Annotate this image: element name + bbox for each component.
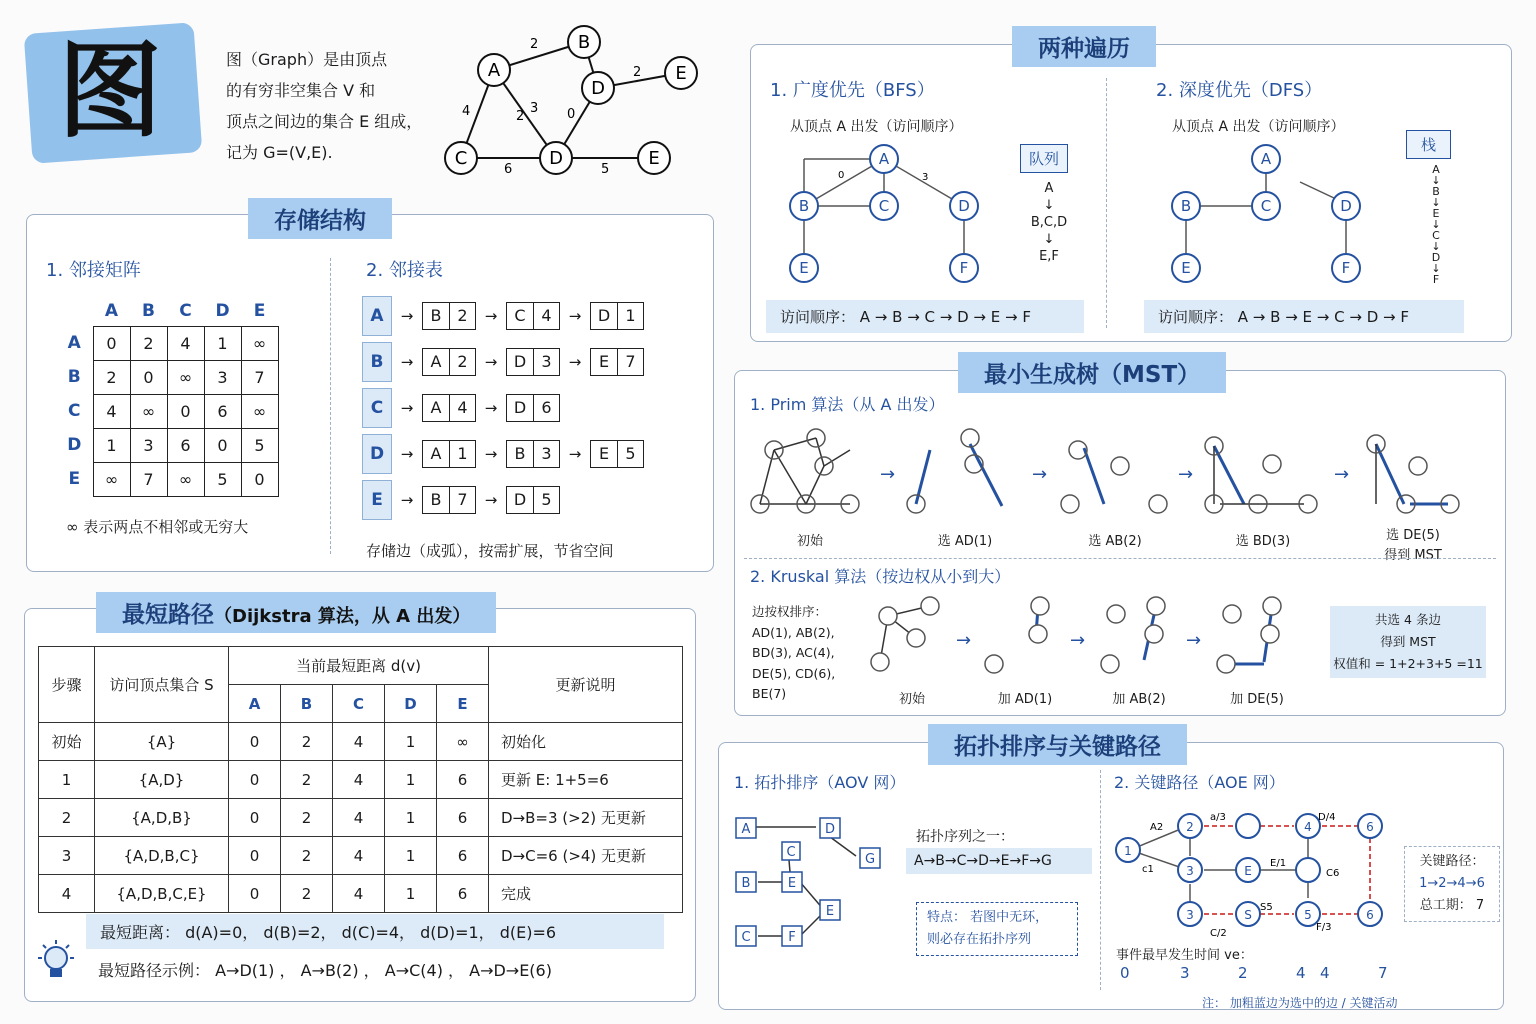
adjlist-vertex: D <box>362 434 392 474</box>
kruskal-caption: 加 AB(2) <box>1112 692 1166 707</box>
svg-text:B: B <box>741 876 751 891</box>
adjlist-row <box>362 480 560 520</box>
svg-text:B: B <box>577 32 591 53</box>
adjlist-node: D 1 <box>590 302 644 330</box>
svg-text:C: C <box>454 148 468 169</box>
mst-divider <box>744 558 1496 559</box>
svg-text:6: 6 <box>504 162 513 177</box>
adj-note: 存储边（成弧），按需扩展，节省空间 <box>366 542 614 560</box>
adjlist-node: A 1 <box>422 440 476 468</box>
prim-caption: 得到 MST <box>1384 548 1442 563</box>
matrix-title: 1. 邻接矩阵 <box>46 260 141 281</box>
adjlist-vertex: C <box>362 388 392 428</box>
def-line: 记为 G=(V,E). <box>226 143 333 162</box>
prim-caption: 初始 <box>796 534 823 549</box>
adjacency-matrix <box>56 296 279 497</box>
topo-seq: A→B→C→D→E→F→G <box>906 848 1092 874</box>
adjlist-row <box>362 342 644 382</box>
svg-text:2: 2 <box>516 109 525 124</box>
svg-text:3: 3 <box>922 172 929 183</box>
svg-text:4: 4 <box>462 104 471 119</box>
footnote: 注： 加粗蓝边为选中的边 / 关键活动 <box>1202 996 1398 1010</box>
svg-text:C: C <box>741 930 751 945</box>
arrow-icon: → <box>568 353 582 371</box>
svg-text:C: C <box>786 845 796 860</box>
shortest-result: 最短距离： d(A)=0， d(B)=2， d(C)=4， d(D)=1， d(E)=6 <box>86 914 664 949</box>
svg-text:E: E <box>648 148 660 169</box>
svg-text:F: F <box>1341 259 1351 277</box>
svg-text:S: S <box>1244 908 1252 922</box>
svg-text:→: → <box>956 630 972 651</box>
arrow-icon: → <box>400 445 414 463</box>
storage-title: 存储结构 <box>248 198 392 239</box>
critical-box: 关键路径： 1→2→4→6 总工期： 7 <box>1404 846 1500 922</box>
stack-contents: A ↓ B ↓ E ↓ C ↓ D ↓ F <box>1431 163 1441 286</box>
svg-text:E/1: E/1 <box>1270 858 1287 869</box>
matrix-row: E ∞ 7 ∞ 5 0 <box>56 462 278 496</box>
adjlist-node: C 4 <box>506 302 560 330</box>
adjlist-title: 2. 邻接表 <box>366 260 443 281</box>
svg-text:3: 3 <box>1186 908 1194 922</box>
svg-text:B: B <box>798 197 810 215</box>
adjlist-node: B 3 <box>506 440 560 468</box>
lightbulb-icon <box>34 938 78 988</box>
dfs-from: 从顶点 A 出发（访问顺序） <box>1172 119 1345 135</box>
matrix-col-header: D <box>215 300 230 321</box>
prim-caption: 选 AB(2) <box>1088 534 1142 549</box>
svg-text:D: D <box>591 78 605 99</box>
svg-text:A: A <box>1260 150 1272 168</box>
svg-text:C: C <box>878 197 890 215</box>
def-line: 顶点之间边的集合 E 组成， <box>226 112 423 131</box>
topo-feature: 特点： 若图中无环， 则必存在拓扑序列 <box>916 902 1078 956</box>
svg-text:→: → <box>1032 464 1048 485</box>
arrow-icon: → <box>568 307 582 325</box>
col-dist: 当前最短距离 d(v) <box>229 647 489 685</box>
adjlist-row <box>362 434 644 474</box>
topo-seq-label: 拓扑序列之一： <box>916 829 1014 845</box>
aoe-title: 2. 关键路径（AOE 网） <box>1114 773 1285 792</box>
prim-caption: 选 AD(1) <box>937 534 993 549</box>
bfs-order: 访问顺序： A → B → C → D → E → F <box>766 300 1084 333</box>
dijkstra-table: 步骤 访问顶点集合 S 当前最短距离 d(v) 更新说明 A B C D E 初始 {A} 0 2 4 1 ∞ 初始化 1 {A,D} 0 2 4 1 6 更新 E: 1+5=6 2 {A,D,B} 0 2 4 1 6 D→B=3 (>2) 无更新 3 {A,D,B,C} 0 2 4 1 6 D→C=6 (>4) 无更新 4 {A,D,B,C,E} 0 2 4 1 6 完成 <box>38 646 683 913</box>
table-row: 1 {A,D} 0 2 4 1 6 更新 E: 1+5=6 <box>39 761 683 799</box>
adjlist-node: D 5 <box>506 486 560 514</box>
arrow-icon: → <box>400 307 414 325</box>
svg-text:E: E <box>825 904 835 919</box>
topo-divider <box>1100 770 1101 990</box>
svg-text:c1: c1 <box>1142 864 1154 875</box>
def-line: 的有穷非空集合 V 和 <box>226 81 376 100</box>
table-row: 4 {A,D,B,C,E} 0 2 4 1 6 完成 <box>39 875 683 913</box>
svg-text:F: F <box>959 259 969 277</box>
svg-text:5: 5 <box>1304 908 1312 922</box>
prim-caption: 选 BD(3) <box>1235 534 1291 549</box>
svg-text:F: F <box>788 930 796 945</box>
adjlist-node: B 2 <box>422 302 476 330</box>
matrix-col-header: B <box>142 300 155 321</box>
adjlist-vertex: E <box>362 480 392 520</box>
kruskal-caption: 加 DE(5) <box>1230 692 1284 707</box>
svg-text:0: 0 <box>838 170 845 181</box>
dfs-order: 访问顺序： A → B → E → C → D → F <box>1144 300 1464 333</box>
matrix-col-header: E <box>253 300 266 321</box>
svg-text:C/2: C/2 <box>1210 928 1227 939</box>
mst-title: 最小生成树（MST） <box>958 352 1226 393</box>
example-graph <box>436 20 716 190</box>
matrix-col-header: A <box>104 300 119 321</box>
topo-title: 拓扑排序与关键路径 <box>928 724 1187 765</box>
svg-text:A: A <box>878 150 890 168</box>
arrow-icon: → <box>484 399 498 417</box>
table-row: 初始 {A} 0 2 4 1 ∞ 初始化 <box>39 723 683 761</box>
adjlist-node: D 3 <box>506 348 560 376</box>
svg-text:A: A <box>487 60 501 81</box>
matrix-col-header: C <box>179 300 192 321</box>
svg-text:D/4: D/4 <box>1318 812 1336 823</box>
svg-text:D: D <box>549 148 563 169</box>
matrix-row: C 4 ∞ 0 6 ∞ <box>56 394 278 428</box>
svg-text:→: → <box>1178 464 1194 485</box>
arrow-icon: → <box>484 491 498 509</box>
def-line: 图（Graph）是由顶点 <box>226 50 388 69</box>
arrow-icon: → <box>484 307 498 325</box>
svg-text:→: → <box>880 464 896 485</box>
prim-title: 1. Prim 算法（从 A 出发） <box>750 395 945 414</box>
adjlist-vertex: A <box>362 296 392 336</box>
arrow-icon: → <box>400 491 414 509</box>
svg-text:→: → <box>1334 464 1350 485</box>
table-row: 3 {A,D,B,C} 0 2 4 1 6 D→C=6 (>4) 无更新 <box>39 837 683 875</box>
adjlist-node: D 6 <box>506 394 560 422</box>
queue-contents: A ↓ B,C,D ↓ E,F <box>1030 181 1068 264</box>
aov-title: 1. 拓扑排序（AOV 网） <box>734 773 906 792</box>
arrow-icon: → <box>400 353 414 371</box>
matrix-row: B 2 0 ∞ 3 7 <box>56 360 278 394</box>
svg-text:G: G <box>864 852 876 867</box>
kruskal-steps <box>860 594 1300 684</box>
svg-text:B: B <box>1180 197 1192 215</box>
storage-divider <box>330 258 331 554</box>
matrix-row: D 1 3 6 0 5 <box>56 428 278 462</box>
svg-text:E: E <box>1181 259 1191 277</box>
col-note: 更新说明 <box>489 647 683 723</box>
shortest-example: 最短路径示例： A→D(1) ， A→B(2) ， A→C(4) ， A→D→E(6) <box>98 961 552 980</box>
svg-text:2: 2 <box>530 37 539 52</box>
prim-caption: 选 DE(5) <box>1386 528 1440 543</box>
adjlist-node: E 7 <box>590 348 644 376</box>
big-title: 图 <box>58 30 163 152</box>
bfs-from: 从顶点 A 出发（访问顺序） <box>790 119 963 135</box>
svg-text:D: D <box>824 822 836 837</box>
adjlist-node: A 4 <box>422 394 476 422</box>
svg-text:E: E <box>675 63 687 84</box>
svg-text:C: C <box>1260 197 1272 215</box>
prim-steps <box>744 420 1484 530</box>
svg-text:2: 2 <box>1186 820 1194 834</box>
svg-text:→: → <box>1070 630 1086 651</box>
svg-text:3: 3 <box>530 101 539 116</box>
svg-text:F/3: F/3 <box>1316 922 1332 933</box>
adjlist-node: A 2 <box>422 348 476 376</box>
traversal-divider <box>1106 78 1107 328</box>
svg-text:E: E <box>799 259 809 277</box>
svg-text:C6: C6 <box>1326 868 1340 879</box>
svg-text:2: 2 <box>633 65 642 80</box>
matrix-row: A 0 2 4 1 ∞ <box>56 326 278 360</box>
adjlist-row <box>362 388 560 428</box>
dfs-graph <box>1164 140 1384 290</box>
arrow-icon: → <box>400 399 414 417</box>
svg-text:5: 5 <box>601 162 610 177</box>
traversal-title: 两种遍历 <box>1012 26 1156 67</box>
arrow-icon: → <box>484 353 498 371</box>
sort-list: 边按权排序： AD(1), AB(2), BD(3), AC(4), DE(5), CD(6), BE(7) <box>752 604 836 701</box>
col-set: 访问顶点集合 S <box>95 647 229 723</box>
svg-text:3: 3 <box>1186 864 1194 878</box>
bfs-graph <box>780 140 1000 290</box>
svg-text:A2: A2 <box>1150 822 1164 833</box>
svg-text:E: E <box>1244 864 1252 878</box>
adjlist-row <box>362 296 644 336</box>
svg-text:4: 4 <box>1304 820 1312 834</box>
ve-values: 0 3 2 4 4 7 <box>1120 964 1388 982</box>
svg-text:0: 0 <box>567 107 576 122</box>
bfs-title: 1. 广度优先（BFS） <box>770 80 935 101</box>
inf-note: ∞ 表示两点不相邻或无穷大 <box>66 518 249 536</box>
svg-text:→: → <box>1186 630 1202 651</box>
queue-label: 队列 <box>1020 144 1068 173</box>
arrow-icon: → <box>568 445 582 463</box>
svg-text:a/3: a/3 <box>1210 812 1226 823</box>
definition <box>226 44 422 168</box>
svg-text:S5: S5 <box>1260 902 1273 913</box>
stack-label: 栈 <box>1406 130 1451 159</box>
kruskal-caption: 加 AD(1) <box>997 692 1053 707</box>
adjlist-node: B 7 <box>422 486 476 514</box>
svg-text:D: D <box>958 197 970 215</box>
kruskal-caption: 初始 <box>898 692 925 707</box>
svg-text:A: A <box>741 822 751 837</box>
arrow-icon: → <box>484 445 498 463</box>
mst-summary: 共选 4 条边 得到 MST 权值和 = 1+2+3+5 =11 <box>1330 606 1486 678</box>
col-step: 步骤 <box>39 647 95 723</box>
adjlist-node: E 5 <box>590 440 644 468</box>
dijkstra-title: 最短路径（Dijkstra 算法，从 A 出发） <box>96 592 496 633</box>
aov-graph <box>728 808 898 958</box>
kruskal-title: 2. Kruskal 算法（按边权从小到大） <box>750 567 1011 586</box>
table-row: 2 {A,D,B} 0 2 4 1 6 D→B=3 (>2) 无更新 <box>39 799 683 837</box>
dfs-title: 2. 深度优先（DFS） <box>1156 80 1323 101</box>
svg-text:D: D <box>1340 197 1352 215</box>
svg-text:6: 6 <box>1366 820 1374 834</box>
svg-text:1: 1 <box>1124 844 1132 858</box>
ve-label: 事件最早发生时间 ve： <box>1116 948 1253 963</box>
adjlist-vertex: B <box>362 342 392 382</box>
aoe-graph <box>1112 800 1392 940</box>
svg-text:6: 6 <box>1366 908 1374 922</box>
svg-text:E: E <box>787 876 797 891</box>
